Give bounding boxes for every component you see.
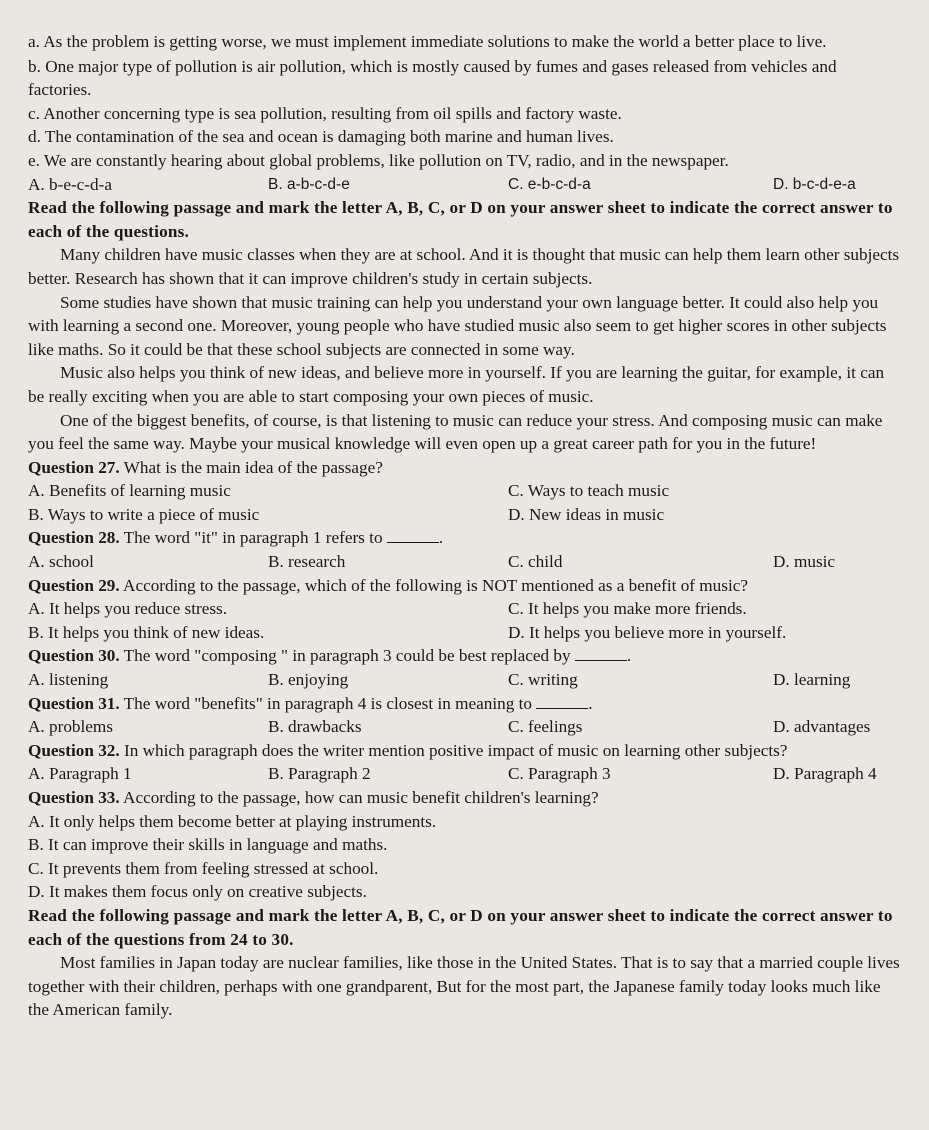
q33-option-d: D. It makes them focus only on creative subjects. — [28, 882, 367, 902]
q32-option-c: C. Paragraph 3 — [508, 764, 611, 784]
question-32-options — [28, 762, 903, 786]
question-31-options — [28, 715, 903, 739]
order-options — [28, 173, 903, 197]
question-32 — [28, 739, 903, 763]
question-31-end: . — [588, 693, 593, 713]
q27-option-d: D. New ideas in music — [508, 504, 665, 524]
q30-option-a: A. listening — [28, 670, 109, 690]
question-31-text: The word "benefits" in paragraph 4 is closest in meaning to — [119, 693, 532, 713]
question-33-label: Question 33. — [28, 788, 120, 807]
q33-option-b: B. It can improve their skills in language and maths. — [28, 835, 388, 855]
question-30-options — [28, 668, 903, 692]
answer-blank — [387, 528, 439, 543]
sentence-a: a. As the problem is getting worse, we must implement immediate solutions to make the world a better place to live. — [28, 32, 827, 51]
passage2-paragraph-1: Most families in Japan today are nuclear families, like those in the United States. That is to say that a married couple lives together with their children, perhaps with one grandparent, But for the most part, the Japanese family today looks much like the American family. — [28, 953, 900, 1020]
q28-option-a: A. school — [28, 552, 94, 572]
instruction-1: Read the following passage and mark the letter A, B, C, or D on your answer sheet to indicate the correct answer to each of the questions. — [28, 198, 893, 241]
q27-option-c: C. Ways to teach music — [508, 481, 670, 501]
order-option-d: D. b-c-d-e-a — [773, 175, 856, 193]
question-30-end: . — [626, 646, 632, 666]
q27-option-b: B. Ways to write a piece of music — [28, 504, 260, 524]
q29-option-d: D. It helps you believe more in yourself. — [508, 622, 787, 642]
answer-blank — [575, 646, 627, 661]
question-31-label: Question 31. — [28, 693, 120, 713]
q31-option-a: A. problems — [28, 717, 113, 737]
q31-option-d: D. advantages — [773, 717, 871, 737]
sentence-c: c. Another concerning type is sea pollution, resulting from oil spills and factory waste. — [28, 103, 622, 123]
question-27-text: What is the main idea of the passage? — [119, 457, 383, 477]
q33-option-a: A. It only helps them become better at playing instruments. — [28, 811, 437, 831]
sentence-d: d. The contamination of the sea and ocean is damaging both marine and human lives. — [28, 127, 614, 147]
order-option-a: A. b-e-c-d-a — [28, 174, 112, 194]
question-27-label: Question 27. — [28, 457, 120, 477]
order-option-c: C. e-b-c-d-a — [508, 175, 591, 193]
question-31 — [28, 692, 903, 716]
q30-option-d: D. learning — [773, 670, 851, 690]
q30-option-c: C. writing — [508, 670, 578, 690]
sentence-e: e. We are constantly hearing about global problems, like pollution on TV, radio, and in the newspaper. — [28, 150, 729, 170]
question-27 — [28, 456, 903, 480]
question-30-text: The word "composing " in paragraph 3 could be best replaced by — [119, 646, 571, 666]
q31-option-b: B. drawbacks — [268, 717, 362, 737]
q33-option-c: C. It prevents them from feeling stressed at school. — [28, 858, 379, 878]
question-27-options — [28, 479, 903, 526]
q29-option-b: B. It helps you think of new ideas. — [28, 622, 265, 642]
passage1-paragraph-4: One of the biggest benefits, of course, is that listening to music can reduce your stress. And composing music can make you feel the same way. Maybe your musical knowledge will even open up a great career path for you in the future! — [28, 410, 883, 454]
question-33 — [28, 786, 903, 810]
question-28-label: Question 28. — [28, 528, 120, 548]
sentence-b: b. One major type of pollution is air pollution, which is mostly caused by fumes and gases released from vehicles and factories. — [28, 56, 837, 100]
question-28-text: The word "it" in paragraph 1 refers to — [119, 528, 383, 548]
question-32-text: In which paragraph does the writer mention positive impact of music on learning other subjects? — [119, 740, 788, 760]
q28-option-b: B. research — [268, 552, 346, 572]
question-29-text: According to the passage, which of the following is NOT mentioned as a benefit of music? — [119, 575, 748, 595]
q29-option-c: C. It helps you make more friends. — [508, 599, 747, 619]
q28-option-d: D. music — [773, 552, 836, 572]
passage1-paragraph-3: Music also helps you think of new ideas, and believe more in yourself. If you are learning the guitar, for example, it can be really exciting when you are able to start composing your own pieces of music. — [28, 363, 885, 406]
question-29-options — [28, 597, 903, 644]
order-option-b: B. a-b-c-d-e — [268, 175, 350, 193]
passage1-paragraph-1: Many children have music classes when they are at school. And it is thought that music can help them learn other subjects better. Research has shown that it can improve children's study in certain subjects. — [28, 245, 900, 288]
q31-option-c: C. feelings — [508, 717, 583, 737]
q27-option-a: A. Benefits of learning music — [28, 481, 231, 501]
question-30 — [28, 644, 903, 668]
q28-option-c: C. child — [508, 552, 563, 572]
question-33-text: According to the passage, how can music benefit children's learning? — [119, 788, 599, 807]
q32-option-a: A. Paragraph 1 — [28, 764, 132, 784]
question-28-options — [28, 550, 903, 574]
question-30-label: Question 30. — [28, 646, 120, 666]
question-29-label: Question 29. — [28, 575, 120, 595]
q30-option-b: B. enjoying — [268, 670, 349, 690]
passage1-paragraph-2: Some studies have shown that music training can help you understand your own language better. It could also help you with learning a second one. Moreover, young people who have studied music also seem to get higher scores in other subjects like maths. So it could be that these school subjects are connected in some way. — [28, 292, 887, 359]
q32-option-d: D. Paragraph 4 — [773, 764, 877, 784]
question-32-label: Question 32. — [28, 740, 120, 760]
question-28 — [28, 526, 903, 550]
instruction-2: Read the following passage and mark the letter A, B, C, or D on your answer sheet to indicate the correct answer to each of the questions from 24 to 30. — [28, 905, 893, 949]
question-28-end: . — [438, 528, 444, 548]
answer-blank — [536, 694, 588, 709]
q32-option-b: B. Paragraph 2 — [268, 764, 371, 784]
question-29 — [28, 574, 903, 598]
q29-option-a: A. It helps you reduce stress. — [28, 599, 228, 619]
